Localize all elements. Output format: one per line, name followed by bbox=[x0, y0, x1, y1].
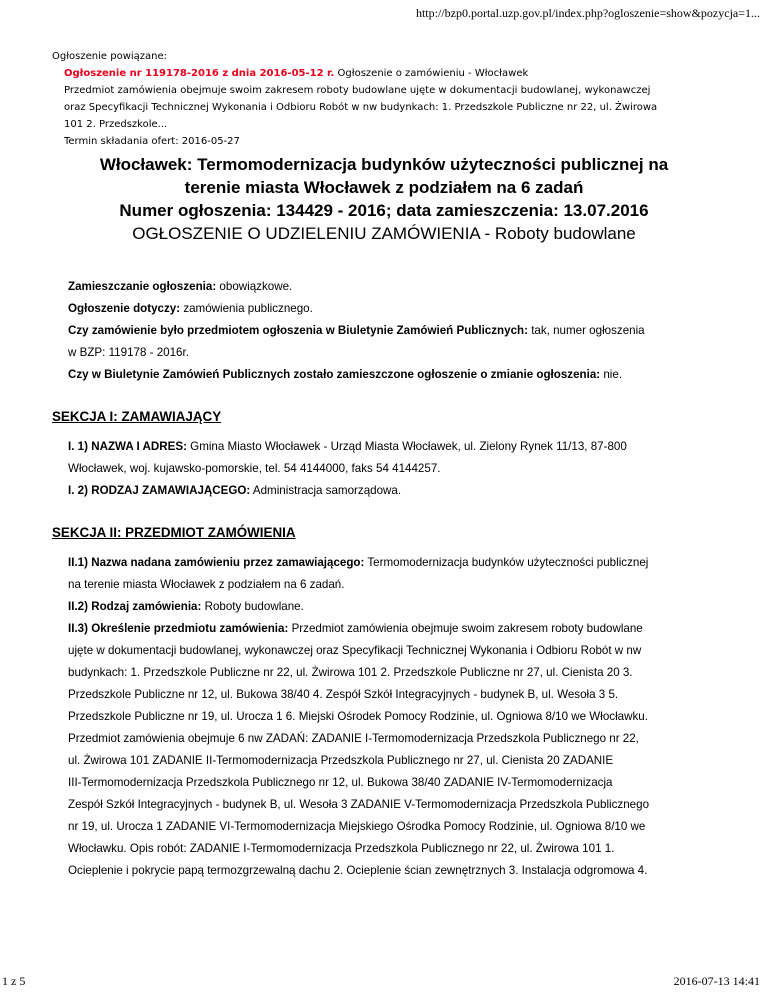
field-label: I. 1) NAZWA I ADRES: bbox=[68, 440, 187, 453]
field-value: Termomodernizacja budynków użyteczności publicznej bbox=[364, 556, 649, 569]
field-value: Roboty budowlane. bbox=[201, 600, 304, 613]
contract-subject-line: nr 19, ul. Urocza 1 ZADANIE VI-Termomodernizacja Miejskiego Ośrodka Pomocy Rodzinie, ul. Ogniowa 8/10 we bbox=[68, 820, 646, 833]
field-publication bbox=[52, 276, 732, 298]
related-notice-desc-line-2: Przedmiot zamówienia obejmuje swoim zakresem roboty budowlane ujęte w dokumentacji budowlanej, wykonawczej bbox=[64, 85, 651, 96]
related-label: Ogłoszenie powiązane: bbox=[52, 51, 168, 62]
field-bzp-notice-cont: w BZP: 119178 - 2016r. bbox=[68, 346, 189, 359]
title-notice-number: Numer ogłoszenia: 134429 - 2016; data zamieszczenia: 13.07.2016 bbox=[119, 201, 649, 220]
title-line-1: Włocławek: Termomodernizacja budynków użyteczności publicznej na bbox=[99, 155, 669, 174]
contract-subject-line: Ocieplenie i pokrycie papą termozgrzewalną dachu 2. Ocieplenie ścian zewnętrznych 3. Instalacja odgromowa 4. bbox=[68, 864, 648, 877]
contract-subject-line: budynkach: 1. Przedszkole Publiczne nr 22, ul. Żwirowa 101 2. Przedszkole Publiczne nr 27, ul. Cienista 20 3. bbox=[68, 666, 633, 679]
field-label: II.3) Określenie przedmiotu zamówienia: bbox=[68, 622, 289, 635]
related-notice-link-line bbox=[52, 65, 732, 82]
field-contract-name bbox=[52, 552, 732, 574]
field-bzp-notice bbox=[52, 320, 732, 342]
field-name-address-cont: Włocławek, woj. kujawsko-pomorskie, tel. 54 4144000, faks 54 4144257. bbox=[68, 462, 441, 475]
title-notice-type: OGŁOSZENIE O UDZIELENIU ZAMÓWIENIA - Roboty budowlane bbox=[132, 224, 636, 243]
field-label: Czy w Biuletynie Zamówień Publicznych zostało zamieszczone ogłoszenie o zmianie ogłoszenia: bbox=[68, 368, 601, 381]
field-label: II.1) Nazwa nadana zamówieniu przez zamawiającego: bbox=[68, 556, 365, 569]
related-notice-desc-line-4: 101 2. Przedszkole... bbox=[64, 119, 168, 130]
title-line-2: terenie miasta Włocławek z podziałem na 6 zadań bbox=[184, 178, 584, 197]
print-datetime: 2016-07-13 14:41 bbox=[673, 974, 760, 988]
contract-subject-line: ul. Żwirowa 101 ZADANIE II-Termomodernizacja Przedszkola Publicznego nr 27, ul. Cienista 20 ZADANIE bbox=[68, 754, 614, 767]
field-contract-subject bbox=[52, 618, 732, 640]
field-value: Przedmiot zamówienia obejmuje swoim zakresem roboty budowlane bbox=[288, 622, 643, 635]
contract-subject-line: III-Termomodernizacja Przedszkola Publicznego nr 12, ul. Bukowa 38/40 ZADANIE IV-Termomodernizacja bbox=[68, 776, 613, 789]
related-notice-link[interactable]: Ogłoszenie nr 119178-2016 z dnia 2016-05-12 r. bbox=[64, 68, 335, 79]
contract-subject-line: Włocławku. Opis robót: ZADANIE I-Termomodernizacja Przedszkola Publicznego nr 22, ul. Żwirowa 101 1. bbox=[68, 842, 615, 855]
field-value: Administracja samorządowa. bbox=[250, 484, 402, 497]
field-value: Gmina Miasto Włocławek - Urząd Miasta Włocławek, ul. Zielony Rynek 11/13, 87-800 bbox=[186, 440, 627, 453]
print-header-url: http://bzp0.portal.uzp.gov.pl/index.php?ogloszenie=show&pozycja=1... bbox=[415, 6, 760, 20]
contract-subject-line: Przedszkole Publiczne nr 12, ul. Bukowa 38/40 4. Zespół Szkół Integracyjnych - budynek B, ul. Wesoła 3 5. bbox=[68, 688, 619, 701]
field-change-notice bbox=[52, 364, 732, 386]
field-name-address bbox=[52, 436, 732, 458]
field-value: nie. bbox=[600, 368, 623, 381]
field-contract-type bbox=[52, 596, 732, 618]
field-label: II.2) Rodzaj zamówienia: bbox=[68, 600, 202, 613]
contract-subject-line: Zespół Szkół Integracyjnych - budynek B, ul. Wesoła 3 ZADANIE V-Termomodernizacja Przedszkola Publicznego bbox=[68, 798, 650, 811]
related-notice-suffix: Ogłoszenie o zamówieniu - Włocławek bbox=[334, 68, 529, 79]
field-contract-name-cont: na terenie miasta Włocławek z podziałem na 6 zadań. bbox=[68, 578, 345, 591]
field-value: obowiązkowe. bbox=[216, 280, 293, 293]
contract-subject-line: Przedmiot zamówienia obejmuje 6 nw ZADAŃ: ZADANIE I-Termomodernizacja Przedszkola Publicznego nr 22, bbox=[68, 732, 639, 745]
contract-subject-line: ujęte w dokumentacji budowlanej, wykonawczej oraz Specyfikacji Technicznej Wykonania i Odbioru Robót w nw bbox=[68, 644, 642, 657]
related-notice bbox=[52, 48, 732, 150]
field-label: I. 2) RODZAJ ZAMAWIAJĄCEGO: bbox=[68, 484, 251, 497]
field-contracting-type bbox=[52, 480, 732, 502]
notice-title bbox=[80, 153, 688, 245]
notice-body bbox=[52, 276, 732, 882]
field-label: Zamieszczanie ogłoszenia: bbox=[68, 280, 217, 293]
related-notice-deadline: Termin składania ofert: 2016-05-27 bbox=[64, 136, 240, 147]
field-value: tak, numer ogłoszenia bbox=[527, 324, 645, 337]
field-label: Czy zamówienie było przedmiotem ogłoszenia w Biuletynie Zamówień Publicznych: bbox=[68, 324, 528, 337]
page-number: 1 z 5 bbox=[2, 974, 26, 988]
field-label: Ogłoszenie dotyczy: bbox=[68, 302, 181, 315]
field-concerns bbox=[52, 298, 732, 320]
section-2-heading: SEKCJA II: PRZEDMIOT ZAMÓWIENIA bbox=[52, 525, 296, 540]
field-value: zamówienia publicznego. bbox=[180, 302, 313, 315]
contract-subject-line: Przedszkole Publiczne nr 19, ul. Urocza 1 6. Miejski Ośrodek Pomocy Rodzinie, ul. Ogniowa 8/10 we Włocławku. bbox=[68, 710, 648, 723]
related-notice-desc-line-3: oraz Specyfikacji Technicznej Wykonania i Odbioru Robót w nw budynkach: 1. Przedszkole Publiczne nr 22, ul. Żwirowa bbox=[64, 102, 658, 113]
section-1-heading: SEKCJA I: ZAMAWIAJĄCY bbox=[52, 409, 222, 424]
